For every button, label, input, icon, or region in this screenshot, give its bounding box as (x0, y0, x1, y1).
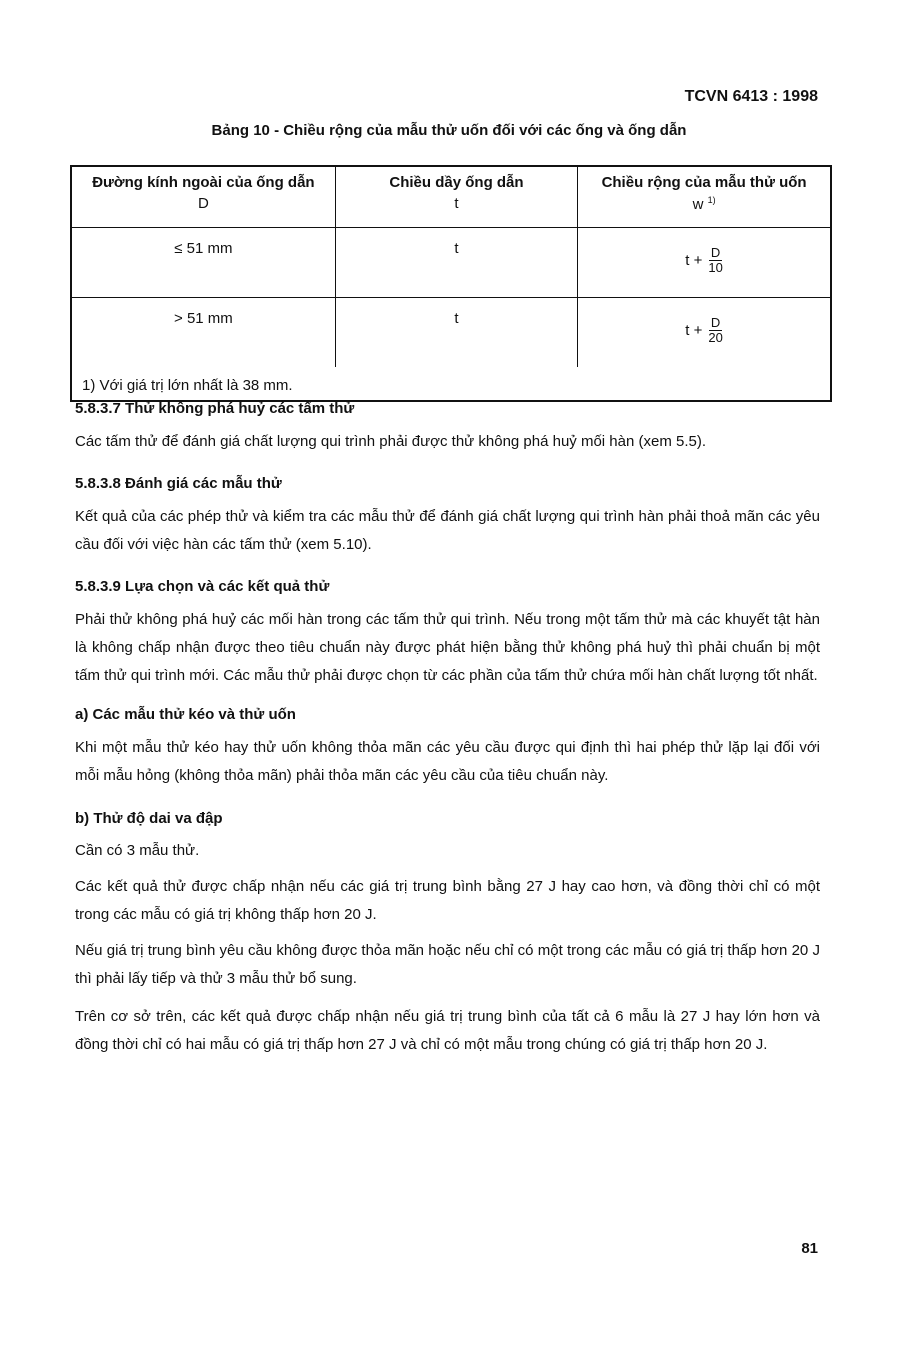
width-formula (685, 246, 723, 275)
section-heading: b) Thử độ dai va đập (75, 810, 223, 827)
table-header-row (71, 166, 831, 228)
paragraph: Trên cơ sở trên, các kết quả được chấp nhận nếu giá trị trung bình của tất cả 6 mẫu là 27 J hay lớn hơn và đồng thời chỉ có hai mẫu có giá trị thấp hơn 27 J và chỉ có một mẫu trong chúng có giá trị thấp hơn 20 J. (75, 1008, 820, 1053)
column-symbol-wrap (578, 195, 830, 213)
paragraph: Các kết quả thử được chấp nhận nếu các giá trị trung bình bằng 27 J hay cao hơn, và đồng thời chỉ có một trong các mẫu có giá trị không thấp hơn 20 J. (75, 878, 820, 923)
paragraph: Phải thử không phá huỷ các mối hàn trong các tấm thử qui trình. Nếu trong một tấm thử mà các khuyết tật hàn là không chấp nhận được theo tiêu chuẩn này được phát hiện bằng thử không phá huỷ thì phải chuẩn bị một tấm thử qui trình mới. Các mẫu thử phải được chọn từ các phần của tấm thử chứa mối hàn chất lượng tốt nhất. (75, 611, 820, 684)
column-header-width (578, 166, 831, 228)
column-symbol: t (454, 195, 459, 212)
fraction-numerator: D (710, 315, 721, 330)
document-body (75, 400, 820, 1059)
paragraph: Nếu giá trị trung bình yêu cầu không được thỏa mãn hoặc nếu chỉ có một trong các mẫu có giá trị thấp hơn 20 J thì phải lấy tiếp và thử 3 mẫu thử bổ sung. (75, 942, 820, 987)
diameter-cell: > 51 mm (71, 298, 335, 368)
thickness-cell: t (335, 228, 577, 298)
table-caption: Bảng 10 - Chiều rộng của mẫu thử uốn đối với các ống và ống dẫn (211, 122, 687, 139)
formula-base: t + (685, 252, 703, 269)
bend-specimen-width-table (70, 165, 832, 402)
width-formula (685, 316, 723, 345)
column-label: Chiều rộng của mẫu thử uốn (601, 174, 807, 191)
table-row (71, 298, 831, 368)
column-label: Đường kính ngoài của ống dẫn (92, 174, 315, 191)
section-a-tensile-bend (75, 706, 820, 790)
section-b-impact-toughness (75, 810, 820, 1059)
section-heading: 5.8.3.7 Thử không phá huỷ các tấm thử (75, 400, 355, 417)
table-row (71, 228, 831, 298)
section-5-8-3-7 (75, 400, 820, 456)
column-symbol: D (197, 195, 209, 212)
footnote-ref: 1) (707, 195, 716, 205)
formula-base: t + (685, 322, 703, 339)
width-cell (578, 228, 831, 298)
thickness-cell: t (335, 298, 577, 368)
column-label: Chiều dầy ống dẫn (389, 174, 524, 191)
fraction (708, 316, 722, 345)
column-header-diameter (71, 166, 335, 228)
section-heading: 5.8.3.9 Lựa chọn và các kết quả thử (75, 578, 330, 595)
page-number: 81 (801, 1240, 818, 1257)
column-header-thickness (335, 166, 577, 228)
width-cell (578, 298, 831, 368)
paragraph: Các tấm thử để đánh giá chất lượng qui trình phải được thử không phá huỷ mối hàn (xem 5.5). (75, 433, 707, 450)
section-5-8-3-8 (75, 475, 820, 559)
standard-number: TCVN 6413 : 1998 (684, 88, 818, 105)
column-symbol: w (692, 196, 704, 213)
section-heading: 5.8.3.8 Đánh giá các mẫu thử (75, 475, 282, 492)
paragraph: Kết quả của các phép thử và kiểm tra các mẫu thử để đánh giá chất lượng qui trình hàn phải thoả mãn các yêu cầu đối với việc hàn các tấm thử (xem 5.10). (75, 508, 820, 553)
section-5-8-3-9 (75, 578, 820, 690)
fraction (708, 246, 722, 275)
fraction-numerator: D (710, 245, 721, 260)
fraction-denominator: 20 (708, 330, 723, 345)
diameter-cell: ≤ 51 mm (71, 228, 335, 298)
table-footnote: 1) Với giá trị lớn nhất là 38 mm. (71, 367, 831, 401)
fraction-denominator: 10 (708, 260, 723, 275)
table-note-row (71, 367, 831, 401)
section-heading: a) Các mẫu thử kéo và thử uốn (75, 706, 296, 723)
paragraph: Khi một mẫu thử kéo hay thử uốn không thỏa mãn các yêu cầu được qui định thì hai phép thử lặp lại đối với mỗi mẫu hỏng (không thỏa mãn) phải thỏa mãn các yêu cầu của tiêu chuẩn này. (75, 739, 820, 784)
paragraph: Cần có 3 mẫu thử. (75, 842, 200, 859)
